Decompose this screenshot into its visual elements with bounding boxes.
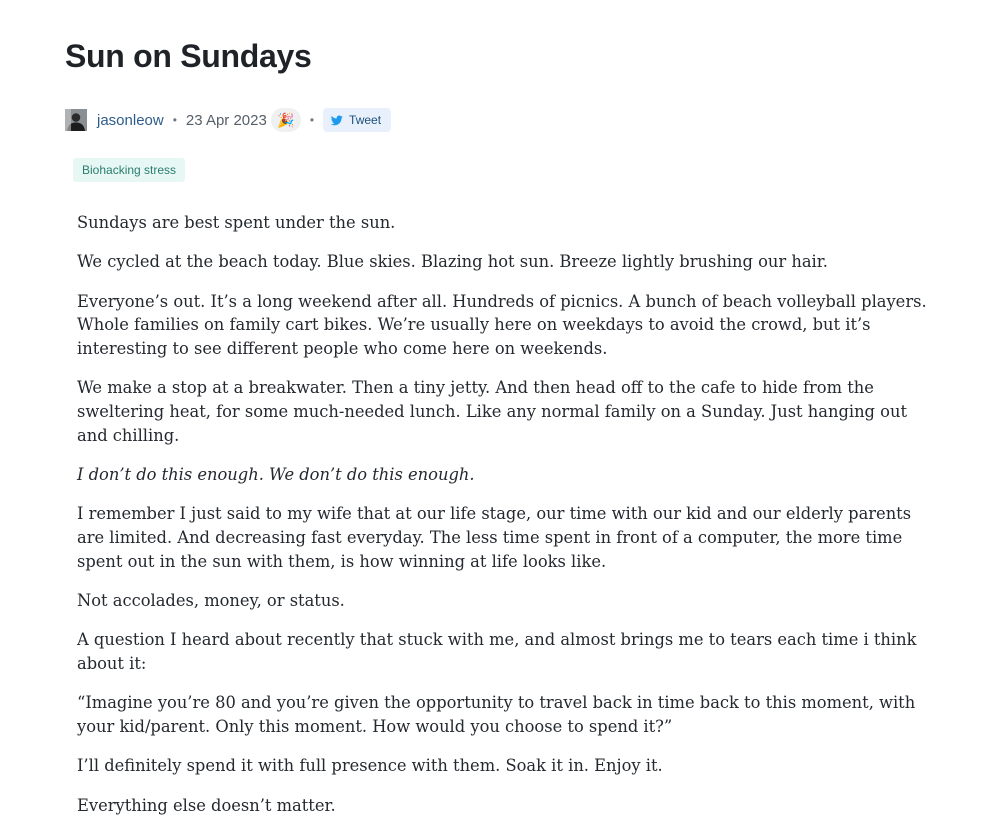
paragraph: Everyone’s out. It’s a long weekend after all. Hundreds of picnics. A bunch of beach volleyball players. Whole families on family cart bikes. We’re usually here on weekdays to avoid the crowd, but it’s interesting to see different people who come here on weekends.: [77, 291, 927, 358]
post-meta: [65, 108, 391, 132]
paragraph: Sundays are best spent under the sun.: [77, 213, 396, 232]
post-title: Sun on Sundays: [65, 38, 312, 74]
paragraph: We make a stop at a breakwater. Then a tiny jetty. And then head off to the cafe to hide from the sweltering heat, for some much-needed lunch. Like any normal family on a Sunday. Just hanging out and chilling.: [77, 378, 907, 445]
italic-paragraph: I don’t do this enough. We don’t do this enough.: [77, 464, 475, 484]
twitter-bird-icon: [331, 115, 343, 126]
paragraph: Everything else doesn’t matter.: [77, 795, 336, 815]
paragraph: A question I heard about recently that stuck with me, and almost brings me to tears each time i think about it:: [77, 630, 917, 673]
tweet-button[interactable]: [323, 108, 391, 132]
paragraph: I’ll definitely spend it with full presence with them. Soak it in. Enjoy it.: [77, 756, 663, 776]
reaction-button[interactable]: [271, 108, 301, 132]
paragraph: I remember I just said to my wife that at our life stage, our time with our kid and our elderly parents are limited. And decreasing fast everyday. The less time spent in front of a computer, the more time spent out in the sun with them, is how winning at life looks like.: [77, 504, 912, 571]
avatar-image: [65, 109, 87, 131]
party-popper-icon: 🎉: [277, 111, 295, 128]
paragraph: Not accolades, money, or status.: [77, 590, 345, 610]
tweet-label: Tweet: [349, 113, 382, 127]
post-body: [77, 211, 937, 833]
post-date: 23 Apr 2023: [185, 111, 267, 129]
tag-chip[interactable]: Biohacking stress: [73, 158, 185, 182]
quote-paragraph: “Imagine you’re 80 and you’re given the opportunity to travel back in time back to this moment, with your kid/parent. Only this moment. How would you choose to spend it?”: [77, 693, 916, 736]
meta-separator: •: [172, 113, 177, 127]
author-link[interactable]: jasonleow: [97, 111, 164, 129]
paragraph: We cycled at the beach today. Blue skies. Blazing hot sun. Breeze lightly brushing our hair.: [77, 252, 828, 272]
meta-separator: •: [309, 113, 315, 127]
avatar[interactable]: [65, 109, 87, 131]
